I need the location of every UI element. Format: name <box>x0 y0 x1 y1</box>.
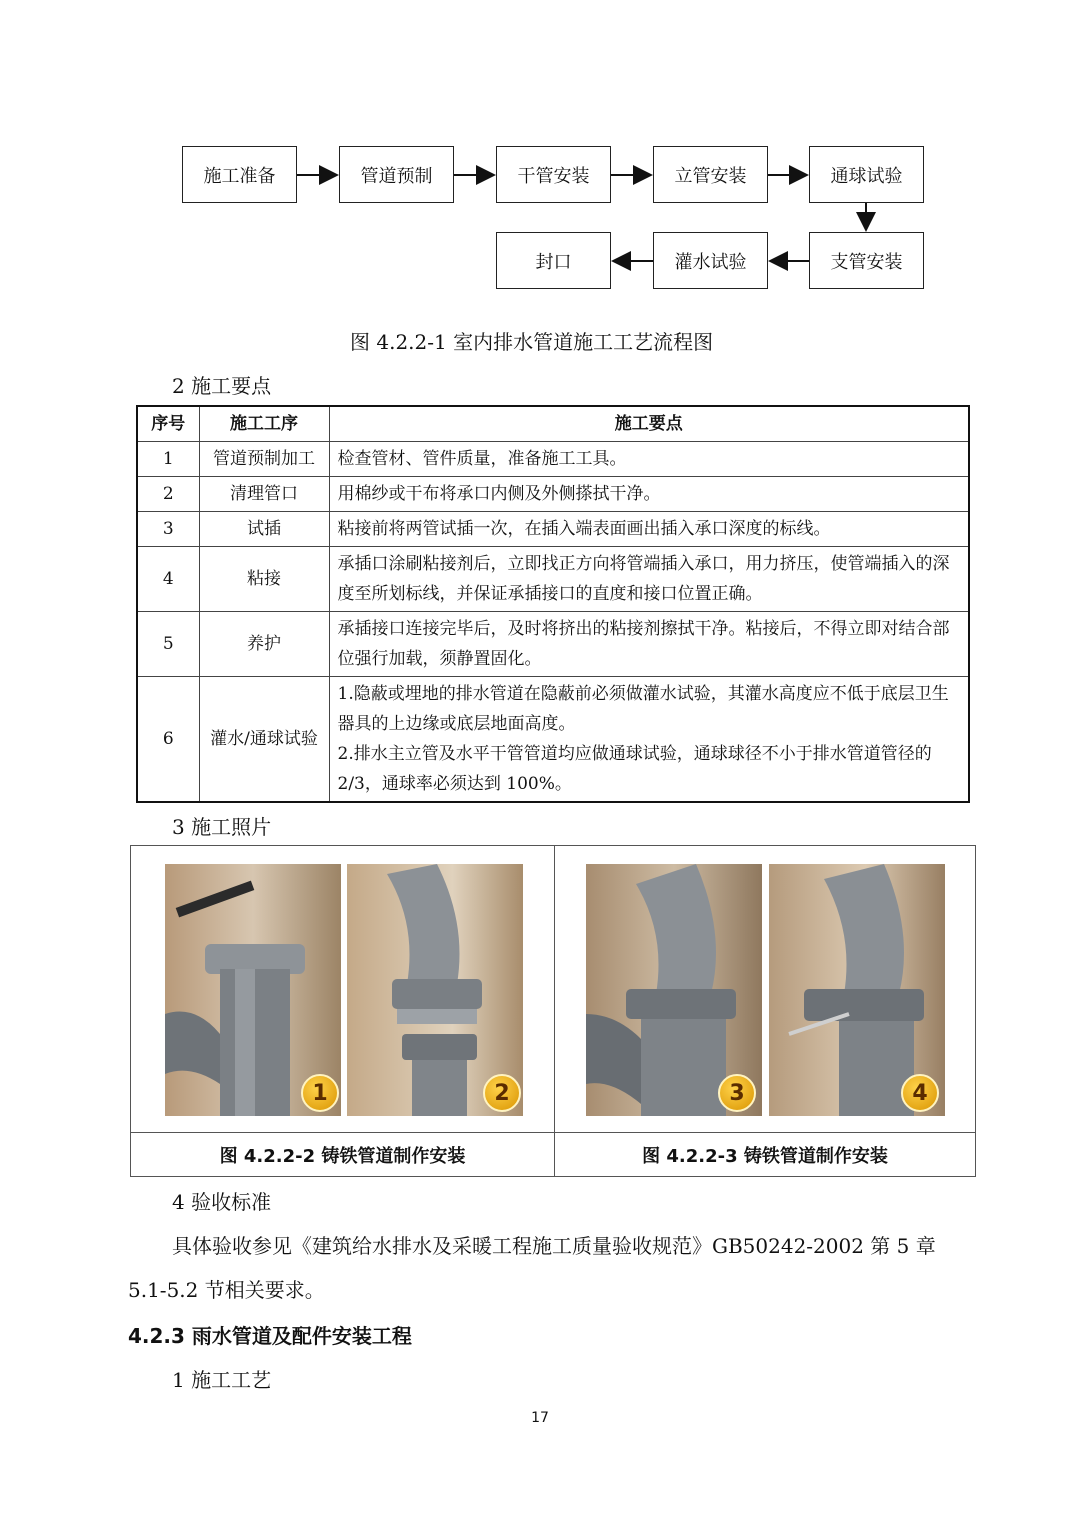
row-points: 承插接口连接完毕后，及时将挤出的粘接剂擦拭干净。粘接后，不得立即对结合部位强行加载，须静置固化。 <box>329 612 969 677</box>
row-no: 2 <box>137 477 199 512</box>
acceptance-standard-text: 具体验收参见《建筑给水排水及采暖工程施工质量验收规范》GB50242-2002 第 5 章 5.1-5.2 节相关要求。 <box>128 1234 936 1302</box>
photo-badge-3: 3 <box>718 1074 756 1112</box>
photo-badge-1: 1 <box>301 1074 339 1112</box>
flow-step-2: 管道预制 <box>339 146 454 203</box>
photo-2 <box>347 864 523 1116</box>
flow-step-8: 封口 <box>496 232 611 289</box>
row-no: 3 <box>137 512 199 547</box>
photo-badge-2: 2 <box>483 1074 521 1112</box>
row-points: 检查管材、管件质量，准备施工工具。 <box>329 442 969 477</box>
flow-step-6: 支管安装 <box>809 232 924 289</box>
row-points: 粘接前将两管试插一次，在插入端表面画出插入承口深度的标线。 <box>329 512 969 547</box>
flow-step-1: 施工准备 <box>182 146 297 203</box>
page-number: 17 <box>531 1410 549 1426</box>
photo-caption-right: 图 4.2.2-3 铸铁管道制作安装 <box>642 1146 888 1167</box>
flow-step-5: 通球试验 <box>809 146 924 203</box>
row-no: 5 <box>137 612 199 677</box>
row-points-item-2: 2.排水主立管及水平干管管道均应做通球试验，通球球径不小于排水管道管径的 2/3，通球率必须达到 100%。 <box>337 744 932 794</box>
flow-arrows <box>0 0 1080 300</box>
photo-grid-hdivider <box>131 1132 975 1133</box>
figure-caption: 图 4.2.2-1 室内排水管道施工工艺流程图 <box>350 330 714 354</box>
row-step: 养护 <box>199 612 329 677</box>
row-points <box>329 677 969 803</box>
photo-caption-left: 图 4.2.2-2 铸铁管道制作安装 <box>219 1146 466 1167</box>
row-step: 试插 <box>199 512 329 547</box>
photo-4 <box>769 864 945 1116</box>
row-no: 4 <box>137 547 199 612</box>
photo-3 <box>586 864 762 1116</box>
header-step: 施工工序 <box>199 406 329 442</box>
photo-grid-vdivider <box>554 846 555 1176</box>
photo-badge-4: 4 <box>901 1074 939 1112</box>
flow-step-7: 灌水试验 <box>653 232 768 289</box>
flow-step-4: 立管安装 <box>653 146 768 203</box>
row-no: 1 <box>137 442 199 477</box>
section-heading-3: 3 施工照片 <box>172 815 272 839</box>
row-step: 灌水/通球试验 <box>199 677 329 803</box>
header-points: 施工要点 <box>329 406 969 442</box>
row-points: 承插口涂刷粘接剂后，立即找正方向将管端插入承口，用力挤压，使管端插入的深度至所划标线，并保证承插接口的直度和接口位置正确。 <box>329 547 969 612</box>
row-points: 用棉纱或干布将承口内侧及外侧搽拭干净。 <box>329 477 969 512</box>
table-row <box>137 677 969 803</box>
table-row <box>137 442 969 477</box>
section-heading-2: 2 施工要点 <box>172 374 272 398</box>
photo-1 <box>165 864 341 1116</box>
row-step: 清理管口 <box>199 477 329 512</box>
subsection-item-1: 1 施工工艺 <box>172 1368 272 1392</box>
row-step: 管道预制加工 <box>199 442 329 477</box>
table-row <box>137 477 969 512</box>
construction-points-table <box>136 405 970 803</box>
row-no: 6 <box>137 677 199 803</box>
subsection-heading: 4.2.3 雨水管道及配件安装工程 <box>128 1324 412 1348</box>
row-step: 粘接 <box>199 547 329 612</box>
table-row <box>137 547 969 612</box>
flow-step-3: 干管安装 <box>496 146 611 203</box>
photo-grid <box>130 845 976 1177</box>
section-heading-4: 4 验收标准 <box>172 1190 272 1214</box>
table-row <box>137 512 969 547</box>
table-header-row <box>137 406 969 442</box>
table-row <box>137 612 969 677</box>
header-no: 序号 <box>137 406 199 442</box>
row-points-item-1: 1.隐蔽或埋地的排水管道在隐蔽前必须做灌水试验，其灌水高度应不低于底层卫生器具的上边缘或底层地面高度。 <box>337 684 949 734</box>
